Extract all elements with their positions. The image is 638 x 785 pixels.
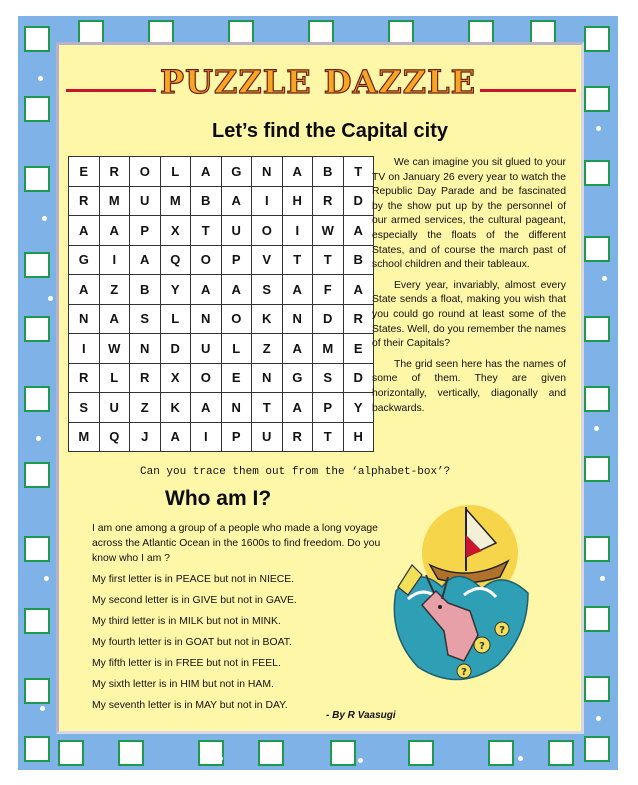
clue-5: My fifth letter is in FREE but not in FEEL. [92,658,281,669]
grid-cell: P [221,245,252,275]
clue-3: My third letter is in MILK but not in MINK. [92,616,281,627]
grid-cell: T [313,245,344,275]
grid-cell: Z [130,393,161,423]
border-dot [218,756,223,761]
border-dot [40,706,45,711]
grid-cell: A [99,304,130,334]
grid-cell: A [191,275,222,305]
grid-cell: N [130,334,161,364]
grid-cell: A [343,216,374,246]
border-square [584,676,610,702]
grid-cell: R [282,422,313,452]
grid-cell: G [282,363,313,393]
grid-cell: M [313,334,344,364]
grid-row [69,334,374,364]
border-dot [596,716,601,721]
border-square [584,160,610,186]
title-rule-right [480,89,576,92]
border-dot [36,436,41,441]
border-dot [44,576,49,581]
border-square [488,740,514,766]
grid-row [69,157,374,187]
border-square [548,740,574,766]
grid-cell: R [343,304,374,334]
border-dot [38,76,43,81]
grid-row [69,275,374,305]
grid-cell: L [221,334,252,364]
border-square [330,740,356,766]
letter-grid [68,156,374,452]
border-square [584,236,610,262]
grid-cell: Q [99,422,130,452]
grid-cell: H [282,186,313,216]
grid-cell: X [160,216,191,246]
who-am-i-heading: Who am I? [165,487,272,510]
grid-cell: J [130,422,161,452]
grid-cell: A [282,157,313,187]
svg-text:?: ? [499,625,505,636]
grid-cell: L [99,363,130,393]
grid-cell: T [191,216,222,246]
border-square [24,26,50,52]
grid-cell: U [252,422,283,452]
border-square [584,86,610,112]
border-square [198,740,224,766]
grid-cell: A [69,216,100,246]
border-square [24,96,50,122]
grid-row [69,186,374,216]
border-square [24,386,50,412]
border-square [24,316,50,342]
riddle-intro: I am one among a group of a people who made a long voyage across the Atlantic Ocean in the 1600s to find freedom. Do you know who I am ? [92,523,381,564]
grid-cell: W [99,334,130,364]
border-square [258,740,284,766]
grid-cell: K [252,304,283,334]
border-dot [358,758,363,763]
grid-cell: G [69,245,100,275]
grid-cell: M [99,186,130,216]
grid-cell: K [160,393,191,423]
grid-cell: R [69,186,100,216]
grid-cell: F [313,275,344,305]
border-square [584,26,610,52]
border-square [584,386,610,412]
grid-cell: B [343,245,374,275]
grid-cell: D [343,363,374,393]
grid-cell: T [252,393,283,423]
intro-text [372,156,566,422]
grid-cell: I [191,422,222,452]
grid-cell: Z [99,275,130,305]
grid-cell: A [282,393,313,423]
grid-row [69,216,374,246]
grid-cell: Z [252,334,283,364]
grid-cell: I [69,334,100,364]
border-dot [596,126,601,131]
border-square [24,608,50,634]
clue-6: My sixth letter is in HIM but not in HAM. [92,679,274,690]
border-square [584,736,610,762]
grid-row [69,245,374,275]
border-square [584,606,610,632]
grid-cell: A [191,157,222,187]
grid-cell: I [252,186,283,216]
clue-1: My first letter is in PEACE but not in NIECE. [92,574,295,585]
grid-cell: B [313,157,344,187]
grid-cell: G [221,157,252,187]
grid-cell: R [99,157,130,187]
grid-row [69,363,374,393]
puzzle-subtitle: Let’s find the Capital city [212,120,448,142]
grid-cell: E [343,334,374,364]
grid-cell: A [130,245,161,275]
border-square [24,462,50,488]
grid-cell: A [282,334,313,364]
grid-cell: L [160,157,191,187]
grid-cell: D [160,334,191,364]
clue-4: My fourth letter is in GOAT but not in BOAT. [92,637,292,648]
grid-cell: M [69,422,100,452]
trace-prompt: Can you trace them out from the ‘alphabet-box’? [140,466,451,478]
riddle-block [92,521,382,719]
grid-cell: Y [160,275,191,305]
grid-cell: N [252,363,283,393]
grid-cell: I [99,245,130,275]
grid-cell: M [160,186,191,216]
grid-cell: D [343,186,374,216]
clue-2: My second letter is in GIVE but not in GAVE. [92,595,297,606]
grid-cell: S [130,304,161,334]
grid-cell: U [130,186,161,216]
grid-cell: Y [343,393,374,423]
grid-cell: S [252,275,283,305]
grid-cell: N [252,157,283,187]
page-title: PUZZLE DAZZLE [160,63,476,101]
grid-cell: W [313,216,344,246]
grid-cell: E [221,363,252,393]
grid-cell: U [221,216,252,246]
grid-cell: P [221,422,252,452]
border-dot [518,756,523,761]
grid-cell: R [130,363,161,393]
grid-cell: Q [160,245,191,275]
grid-row [69,393,374,423]
grid-cell: U [99,393,130,423]
grid-cell: L [160,304,191,334]
grid-cell: O [191,363,222,393]
intro-paragraph-1: We can imagine you sit glued to your TV on January 26 every year to watch the Republic Day Parade and be fascinated by the show put up by the personnel of our armed services, the cultural pageant, especially the floats of the different States, and of course the march past of school children and their tableaux. [372,157,566,271]
grid-cell: T [343,157,374,187]
border-dot [594,426,599,431]
grid-cell: P [313,393,344,423]
grid-cell: B [191,186,222,216]
grid-cell: D [313,304,344,334]
grid-cell: A [221,186,252,216]
border-square [24,678,50,704]
grid-cell: R [69,363,100,393]
border-square [584,536,610,562]
grid-cell: P [130,216,161,246]
goat-eye-shape [438,605,442,609]
grid-cell: O [130,157,161,187]
grid-cell: R [313,186,344,216]
grid-cell: X [160,363,191,393]
border-square [24,736,50,762]
grid-cell: T [313,422,344,452]
border-dot [42,216,47,221]
border-dot [602,276,607,281]
grid-cell: N [282,304,313,334]
border-square [118,740,144,766]
grid-cell: I [282,216,313,246]
svg-text:?: ? [461,667,467,678]
grid-cell: N [69,304,100,334]
grid-cell: B [130,275,161,305]
grid-cell: S [313,363,344,393]
grid-cell: O [252,216,283,246]
border-square [24,166,50,192]
border-square [58,740,84,766]
author-credit: - By R Vaasugi [326,710,396,721]
grid-cell: S [69,393,100,423]
pilgrim-ship-illustration [378,495,538,695]
grid-cell: E [69,157,100,187]
grid-cell: O [221,304,252,334]
grid-cell: O [191,245,222,275]
grid-cell: A [343,275,374,305]
svg-text:?: ? [479,641,485,652]
border-dot [600,576,605,581]
grid-cell: U [191,334,222,364]
intro-paragraph-2: Every year, invariably, almost every State sends a float, making you wish that you could go round at least some of the States. Well, do you remember the names of their Capitals? [372,279,566,350]
clue-7: My seventh letter is in MAY but not in DAY. [92,700,288,711]
grid-row [69,422,374,452]
grid-cell: A [221,275,252,305]
grid-cell: N [221,393,252,423]
border-square [24,252,50,278]
grid-cell: A [99,216,130,246]
border-square [584,456,610,482]
grid-cell: A [69,275,100,305]
grid-row [69,304,374,334]
border-square [408,740,434,766]
grid-cell: V [252,245,283,275]
border-dot [48,296,53,301]
grid-cell: H [343,422,374,452]
grid-cell: N [191,304,222,334]
intro-paragraph-3: The grid seen here has the names of some of them. They are given horizontally, vertically, diagonally and backwards. [372,358,566,414]
grid-cell: A [191,393,222,423]
title-rule-left [66,89,156,92]
border-square [24,536,50,562]
border-square [584,316,610,342]
grid-cell: A [282,275,313,305]
grid-cell: T [282,245,313,275]
grid-cell: A [160,422,191,452]
